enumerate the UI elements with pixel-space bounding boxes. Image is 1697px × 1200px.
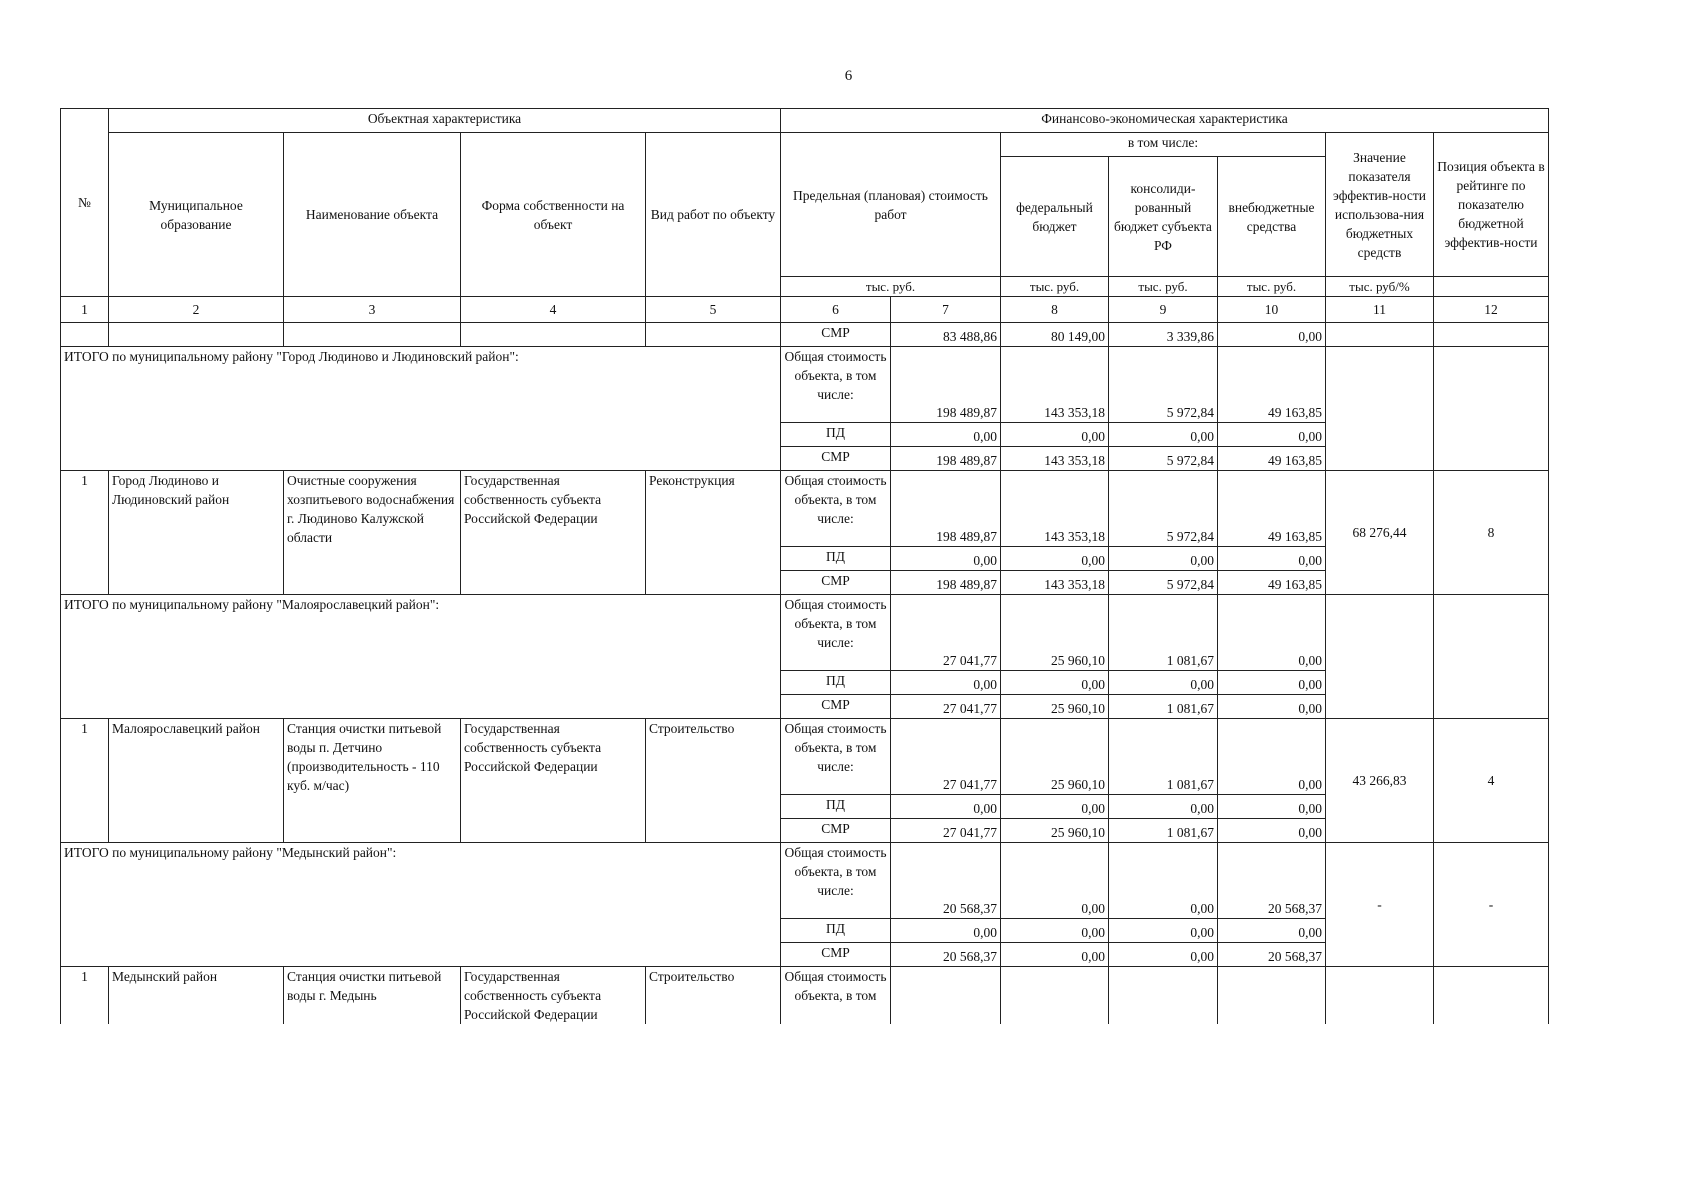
subtotal-title: ИТОГО по муниципальному району "Малоярославецкий район": bbox=[61, 595, 781, 719]
federal-value: 25 960,10 bbox=[1001, 695, 1109, 719]
table-row bbox=[61, 471, 1549, 547]
cost-value: 198 489,87 bbox=[891, 447, 1001, 471]
cost-value: 0,00 bbox=[891, 547, 1001, 571]
consolidated-value: 5 972,84 bbox=[1109, 571, 1218, 595]
unit-federal: тыс. руб. bbox=[1001, 277, 1109, 297]
ownership-cell: Государственная собственность субъекта Российской Федерации bbox=[461, 967, 646, 1025]
pd-label: ПД bbox=[781, 423, 891, 447]
col-header-object-name: Наименование объекта bbox=[284, 133, 461, 297]
column-number: 6 bbox=[781, 297, 891, 323]
consolidated-value: 0,00 bbox=[1109, 671, 1218, 695]
federal-value: 0,00 bbox=[1001, 943, 1109, 967]
table-row bbox=[61, 323, 1549, 347]
unit-extrabudget: тыс. руб. bbox=[1218, 277, 1326, 297]
cost-value: 20 568,37 bbox=[891, 843, 1001, 919]
col-header-efficiency: Значение показателя эффектив-ности использова-ния бюджетных средств bbox=[1326, 133, 1434, 277]
extra-value: 49 163,85 bbox=[1218, 571, 1326, 595]
rating-value: 4 bbox=[1434, 719, 1549, 843]
extra-value: 0,00 bbox=[1218, 323, 1326, 347]
smr-label: СМР bbox=[781, 695, 891, 719]
cost-value: 27 041,77 bbox=[891, 719, 1001, 795]
consolidated-value: 5 972,84 bbox=[1109, 347, 1218, 423]
column-number: 5 bbox=[646, 297, 781, 323]
federal-value: 0,00 bbox=[1001, 671, 1109, 695]
table-row bbox=[61, 595, 1549, 671]
consolidated-value: 0,00 bbox=[1109, 423, 1218, 447]
efficiency-value: 43 266,83 bbox=[1326, 719, 1434, 843]
object-name-cell: Станция очистки питьевой воды п. Детчино (производительность - 110 куб. м/час) bbox=[284, 719, 461, 843]
column-numbers-row bbox=[61, 297, 1549, 323]
federal-value: 25 960,10 bbox=[1001, 719, 1109, 795]
cost-value: 27 041,77 bbox=[891, 819, 1001, 843]
col-header-federal: федеральный бюджет bbox=[1001, 157, 1109, 277]
cost-value: 20 568,37 bbox=[891, 943, 1001, 967]
consolidated-value: 0,00 bbox=[1109, 919, 1218, 943]
cost-value: 198 489,87 bbox=[891, 571, 1001, 595]
consolidated-value: 1 081,67 bbox=[1109, 719, 1218, 795]
subtotal-title: ИТОГО по муниципальному району "Медынский район": bbox=[61, 843, 781, 967]
smr-label: СМР bbox=[781, 447, 891, 471]
col-header-rating: Позиция объекта в рейтинге по показателю бюджетной эффектив-ности bbox=[1434, 133, 1549, 277]
federal-value: 25 960,10 bbox=[1001, 819, 1109, 843]
extra-value: 49 163,85 bbox=[1218, 471, 1326, 547]
column-number: 8 bbox=[1001, 297, 1109, 323]
object-number: 1 bbox=[61, 719, 109, 843]
cost-value: 198 489,87 bbox=[891, 471, 1001, 547]
pd-label: ПД bbox=[781, 919, 891, 943]
col-header-no: № bbox=[61, 109, 109, 297]
federal-value: 25 960,10 bbox=[1001, 595, 1109, 671]
page-number: 6 bbox=[844, 68, 853, 84]
extra-value: 20 568,37 bbox=[1218, 843, 1326, 919]
total-label: Общая стоимость объекта, в том bbox=[781, 967, 891, 1025]
consolidated-value: 1 081,67 bbox=[1109, 819, 1218, 843]
municipality-cell: Город Людиново и Людиновский район bbox=[109, 471, 284, 595]
column-number: 12 bbox=[1434, 297, 1549, 323]
col-header-extrabudget: внебюджетные средства bbox=[1218, 157, 1326, 277]
federal-value: 143 353,18 bbox=[1001, 447, 1109, 471]
column-number: 9 bbox=[1109, 297, 1218, 323]
column-number: 11 bbox=[1326, 297, 1434, 323]
federal-value: 0,00 bbox=[1001, 919, 1109, 943]
extra-value: 0,00 bbox=[1218, 719, 1326, 795]
cost-value: 0,00 bbox=[891, 671, 1001, 695]
smr-label: СМР bbox=[781, 819, 891, 843]
consolidated-value: 0,00 bbox=[1109, 843, 1218, 919]
col-header-ownership: Форма собственности на объект bbox=[461, 133, 646, 297]
cost-value: 198 489,87 bbox=[891, 347, 1001, 423]
total-label: Общая стоимость объекта, в том числе: bbox=[781, 719, 891, 795]
extra-value: 0,00 bbox=[1218, 595, 1326, 671]
federal-value: 0,00 bbox=[1001, 423, 1109, 447]
total-label: Общая стоимость объекта, в том числе: bbox=[781, 843, 891, 919]
col-header-consolidated: консолиди-рованный бюджет субъекта РФ bbox=[1109, 157, 1218, 277]
cost-value: 27 041,77 bbox=[891, 595, 1001, 671]
consolidated-value: 3 339,86 bbox=[1109, 323, 1218, 347]
efficiency-value: 68 276,44 bbox=[1326, 471, 1434, 595]
municipality-cell: Медынский район bbox=[109, 967, 284, 1025]
group-header-finance: Финансово-экономическая характеристика bbox=[781, 109, 1549, 133]
smr-label: СМР bbox=[781, 943, 891, 967]
rating-value: - bbox=[1434, 843, 1549, 967]
column-number: 4 bbox=[461, 297, 646, 323]
smr-label: СМР bbox=[781, 571, 891, 595]
federal-value: 143 353,18 bbox=[1001, 571, 1109, 595]
extra-value: 0,00 bbox=[1218, 695, 1326, 719]
table-row bbox=[61, 719, 1549, 795]
total-label: Общая стоимость объекта, в том числе: bbox=[781, 347, 891, 423]
pd-label: ПД bbox=[781, 547, 891, 571]
total-label: Общая стоимость объекта, в том числе: bbox=[781, 595, 891, 671]
col-header-work-type: Вид работ по объекту bbox=[646, 133, 781, 297]
col-header-municipality: Муниципальное образование bbox=[109, 133, 284, 297]
pd-label: ПД bbox=[781, 795, 891, 819]
cost-value: 83 488,86 bbox=[891, 323, 1001, 347]
rating-value: 8 bbox=[1434, 471, 1549, 595]
group-header-object: Объектная характеристика bbox=[109, 109, 781, 133]
cost-type-label: СМР bbox=[781, 323, 891, 347]
extra-value: 0,00 bbox=[1218, 547, 1326, 571]
unit-rating-empty bbox=[1434, 277, 1549, 297]
extra-value: 0,00 bbox=[1218, 795, 1326, 819]
cost-value: 0,00 bbox=[891, 423, 1001, 447]
consolidated-value: 0,00 bbox=[1109, 795, 1218, 819]
column-number: 1 bbox=[61, 297, 109, 323]
consolidated-value: 1 081,67 bbox=[1109, 595, 1218, 671]
work-type-cell: Строительство bbox=[646, 719, 781, 843]
consolidated-value: 5 972,84 bbox=[1109, 447, 1218, 471]
header-including: в том числе: bbox=[1001, 133, 1326, 157]
extra-value: 0,00 bbox=[1218, 423, 1326, 447]
object-name-cell: Очистные сооружения хозпитьевого водоснабжения г. Людиново Калужской области bbox=[284, 471, 461, 595]
cost-value: 27 041,77 bbox=[891, 695, 1001, 719]
cost-value: 0,00 bbox=[891, 795, 1001, 819]
ownership-cell: Государственная собственность субъекта Российской Федерации bbox=[461, 471, 646, 595]
table-row bbox=[61, 347, 1549, 423]
table-row bbox=[61, 843, 1549, 919]
extra-value: 49 163,85 bbox=[1218, 347, 1326, 423]
federal-value: 80 149,00 bbox=[1001, 323, 1109, 347]
column-number: 2 bbox=[109, 297, 284, 323]
consolidated-value: 0,00 bbox=[1109, 547, 1218, 571]
unit-efficiency: тыс. руб/% bbox=[1326, 277, 1434, 297]
extra-value: 49 163,85 bbox=[1218, 447, 1326, 471]
consolidated-value: 5 972,84 bbox=[1109, 471, 1218, 547]
pd-label: ПД bbox=[781, 671, 891, 695]
ownership-cell: Государственная собственность субъекта Российской Федерации bbox=[461, 719, 646, 843]
work-type-cell: Строительство bbox=[646, 967, 781, 1025]
consolidated-value: 0,00 bbox=[1109, 943, 1218, 967]
extra-value: 0,00 bbox=[1218, 671, 1326, 695]
col-header-cost: Предельная (плановая) стоимость работ bbox=[781, 133, 1001, 277]
column-number: 7 bbox=[891, 297, 1001, 323]
federal-value: 0,00 bbox=[1001, 843, 1109, 919]
extra-value: 0,00 bbox=[1218, 819, 1326, 843]
federal-value: 143 353,18 bbox=[1001, 347, 1109, 423]
object-name-cell: Станция очистки питьевой воды г. Медынь bbox=[284, 967, 461, 1025]
consolidated-value: 1 081,67 bbox=[1109, 695, 1218, 719]
extra-value: 0,00 bbox=[1218, 919, 1326, 943]
investment-objects-table bbox=[60, 108, 1549, 1024]
federal-value: 0,00 bbox=[1001, 547, 1109, 571]
column-number: 3 bbox=[284, 297, 461, 323]
total-label: Общая стоимость объекта, в том числе: bbox=[781, 471, 891, 547]
efficiency-value: - bbox=[1326, 843, 1434, 967]
cost-value: 0,00 bbox=[891, 919, 1001, 943]
object-number: 1 bbox=[61, 471, 109, 595]
table-row bbox=[61, 967, 1549, 1025]
federal-value: 0,00 bbox=[1001, 795, 1109, 819]
extra-value: 20 568,37 bbox=[1218, 943, 1326, 967]
object-number: 1 bbox=[61, 967, 109, 1025]
unit-cost: тыс. руб. bbox=[781, 277, 1001, 297]
column-number: 10 bbox=[1218, 297, 1326, 323]
municipality-cell: Малоярославецкий район bbox=[109, 719, 284, 843]
subtotal-title: ИТОГО по муниципальному району "Город Людиново и Людиновский район": bbox=[61, 347, 781, 471]
federal-value: 143 353,18 bbox=[1001, 471, 1109, 547]
work-type-cell: Реконструкция bbox=[646, 471, 781, 595]
unit-consolidated: тыс. руб. bbox=[1109, 277, 1218, 297]
